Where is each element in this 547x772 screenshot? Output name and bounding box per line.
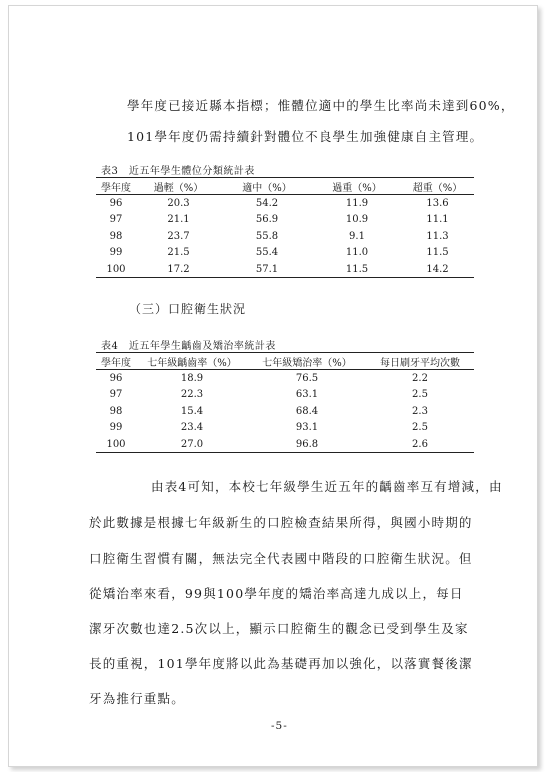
- column-header: 學年度: [101, 357, 131, 369]
- table-row: [96, 370, 474, 387]
- table-cell: 93.1: [295, 422, 319, 434]
- column-header: 七年級齲齒率（%）: [147, 357, 237, 369]
- column-header: 適中（%）: [242, 182, 292, 194]
- table-cell: 2.6: [412, 438, 428, 450]
- table-cell: 13.6: [426, 198, 449, 210]
- intro-line-2: 101學年度仍需持續針對體位不良學生加強健康自主管理。: [127, 129, 484, 144]
- column-header: 過輕（%）: [153, 182, 204, 194]
- table-cell: 11.5: [426, 247, 449, 259]
- table-row: [96, 403, 474, 419]
- table-row: [96, 420, 474, 436]
- paragraph-line-5: 潔牙次數也達2.5次以上，顯示口腔衛生的觀念已受到學生及家: [89, 621, 469, 636]
- table-cell: 56.9: [255, 214, 279, 226]
- table-cell: 15.4: [180, 405, 204, 417]
- table-cell: 11.0: [345, 247, 369, 259]
- paragraph-line-1: 由表4可知，本校七年級學生近五年的齲齒率互有增減，由: [151, 479, 503, 494]
- paragraph-line-2: 於此數據是根據七年級新生的口腔檢查結果所得，與國小時期的: [89, 515, 473, 530]
- table-cell: 99: [109, 422, 123, 434]
- table-cell: 98: [109, 405, 123, 417]
- table-cell: 10.9: [345, 214, 369, 226]
- table-cell: 55.4: [255, 247, 279, 259]
- table-cell: 2.3: [412, 405, 428, 417]
- table-row: [96, 261, 474, 278]
- paragraph-line-3: 口腔衛生習慣有關，無法完全代表國中階段的口腔衛生狀況。但: [89, 551, 473, 566]
- document-page: [8, 5, 538, 767]
- paragraph-line-6: 長的重視，101學年度將以此為基礎再加以強化，以落實餐後潔: [89, 656, 473, 671]
- table-header-row: [96, 353, 474, 370]
- table-cell: 2.5: [412, 422, 428, 434]
- table-row: [96, 436, 474, 453]
- table-cell: 2.5: [412, 389, 428, 401]
- table-cell: 55.8: [255, 230, 279, 242]
- paragraph-line-4: 從矯治率來看，99與100學年度的矯治率高達九成以上，每日: [89, 586, 464, 601]
- table-row: [96, 228, 474, 244]
- table-row: [96, 245, 474, 261]
- page-number: -5-: [271, 720, 288, 732]
- table-cell: 68.4: [295, 405, 319, 417]
- table-cell: 11.3: [426, 230, 449, 242]
- table-cell: 97: [109, 389, 123, 401]
- column-header: 學年度: [101, 182, 131, 194]
- column-header: 七年級矯治率（%）: [262, 357, 352, 369]
- table-row: [96, 387, 474, 403]
- table-cell: 11.5: [345, 263, 369, 275]
- table-row: [96, 212, 474, 228]
- table4-dental-stats: [96, 352, 474, 453]
- table-cell: 2.2: [412, 373, 428, 385]
- table-cell: 27.0: [180, 438, 204, 450]
- table-cell: 98: [109, 230, 123, 242]
- intro-line-1: 學年度已接近縣本指標；惟體位適中的學生比率尚未達到60%，: [127, 98, 515, 113]
- table-cell: 11.9: [345, 198, 369, 210]
- table-cell: 18.9: [180, 373, 204, 385]
- table-cell: 54.2: [255, 198, 279, 210]
- table-cell: 11.1: [426, 214, 449, 226]
- table-cell: 9.1: [349, 230, 365, 242]
- table-cell: 96: [109, 198, 123, 210]
- table-cell: 100: [106, 263, 126, 275]
- table-cell: 23.4: [180, 422, 204, 434]
- column-header: 超重（%）: [412, 182, 463, 194]
- table-cell: 99: [109, 247, 123, 259]
- table4-caption: 表4 近五年學生齲齒及矯治率統計表: [101, 341, 276, 352]
- paragraph-line-7: 牙為推行重點。: [89, 691, 185, 706]
- table3-body-mass-stats: [96, 177, 474, 278]
- table-cell: 22.3: [180, 389, 204, 401]
- table-cell: 76.5: [295, 373, 319, 385]
- table3-caption: 表3 近五年學生體位分類統計表: [101, 166, 255, 177]
- section-heading-oral-health: （三）口腔衛生狀況: [129, 302, 247, 316]
- table-cell: 20.3: [167, 198, 190, 210]
- table-cell: 21.1: [167, 214, 190, 226]
- table-row: [96, 195, 474, 212]
- table-cell: 57.1: [255, 263, 279, 275]
- table-cell: 100: [106, 438, 126, 450]
- table-cell: 96: [109, 373, 123, 385]
- table-cell: 21.5: [167, 247, 190, 259]
- table-cell: 14.2: [426, 263, 449, 275]
- table-cell: 63.1: [295, 389, 319, 401]
- table-header-row: [96, 178, 474, 195]
- table-cell: 97: [109, 214, 123, 226]
- column-header: 過重（%）: [332, 182, 382, 194]
- table-cell: 17.2: [167, 263, 190, 275]
- table-cell: 23.7: [167, 230, 190, 242]
- table-cell: 96.8: [295, 438, 319, 450]
- column-header: 每日刷牙平均次數: [380, 357, 460, 369]
